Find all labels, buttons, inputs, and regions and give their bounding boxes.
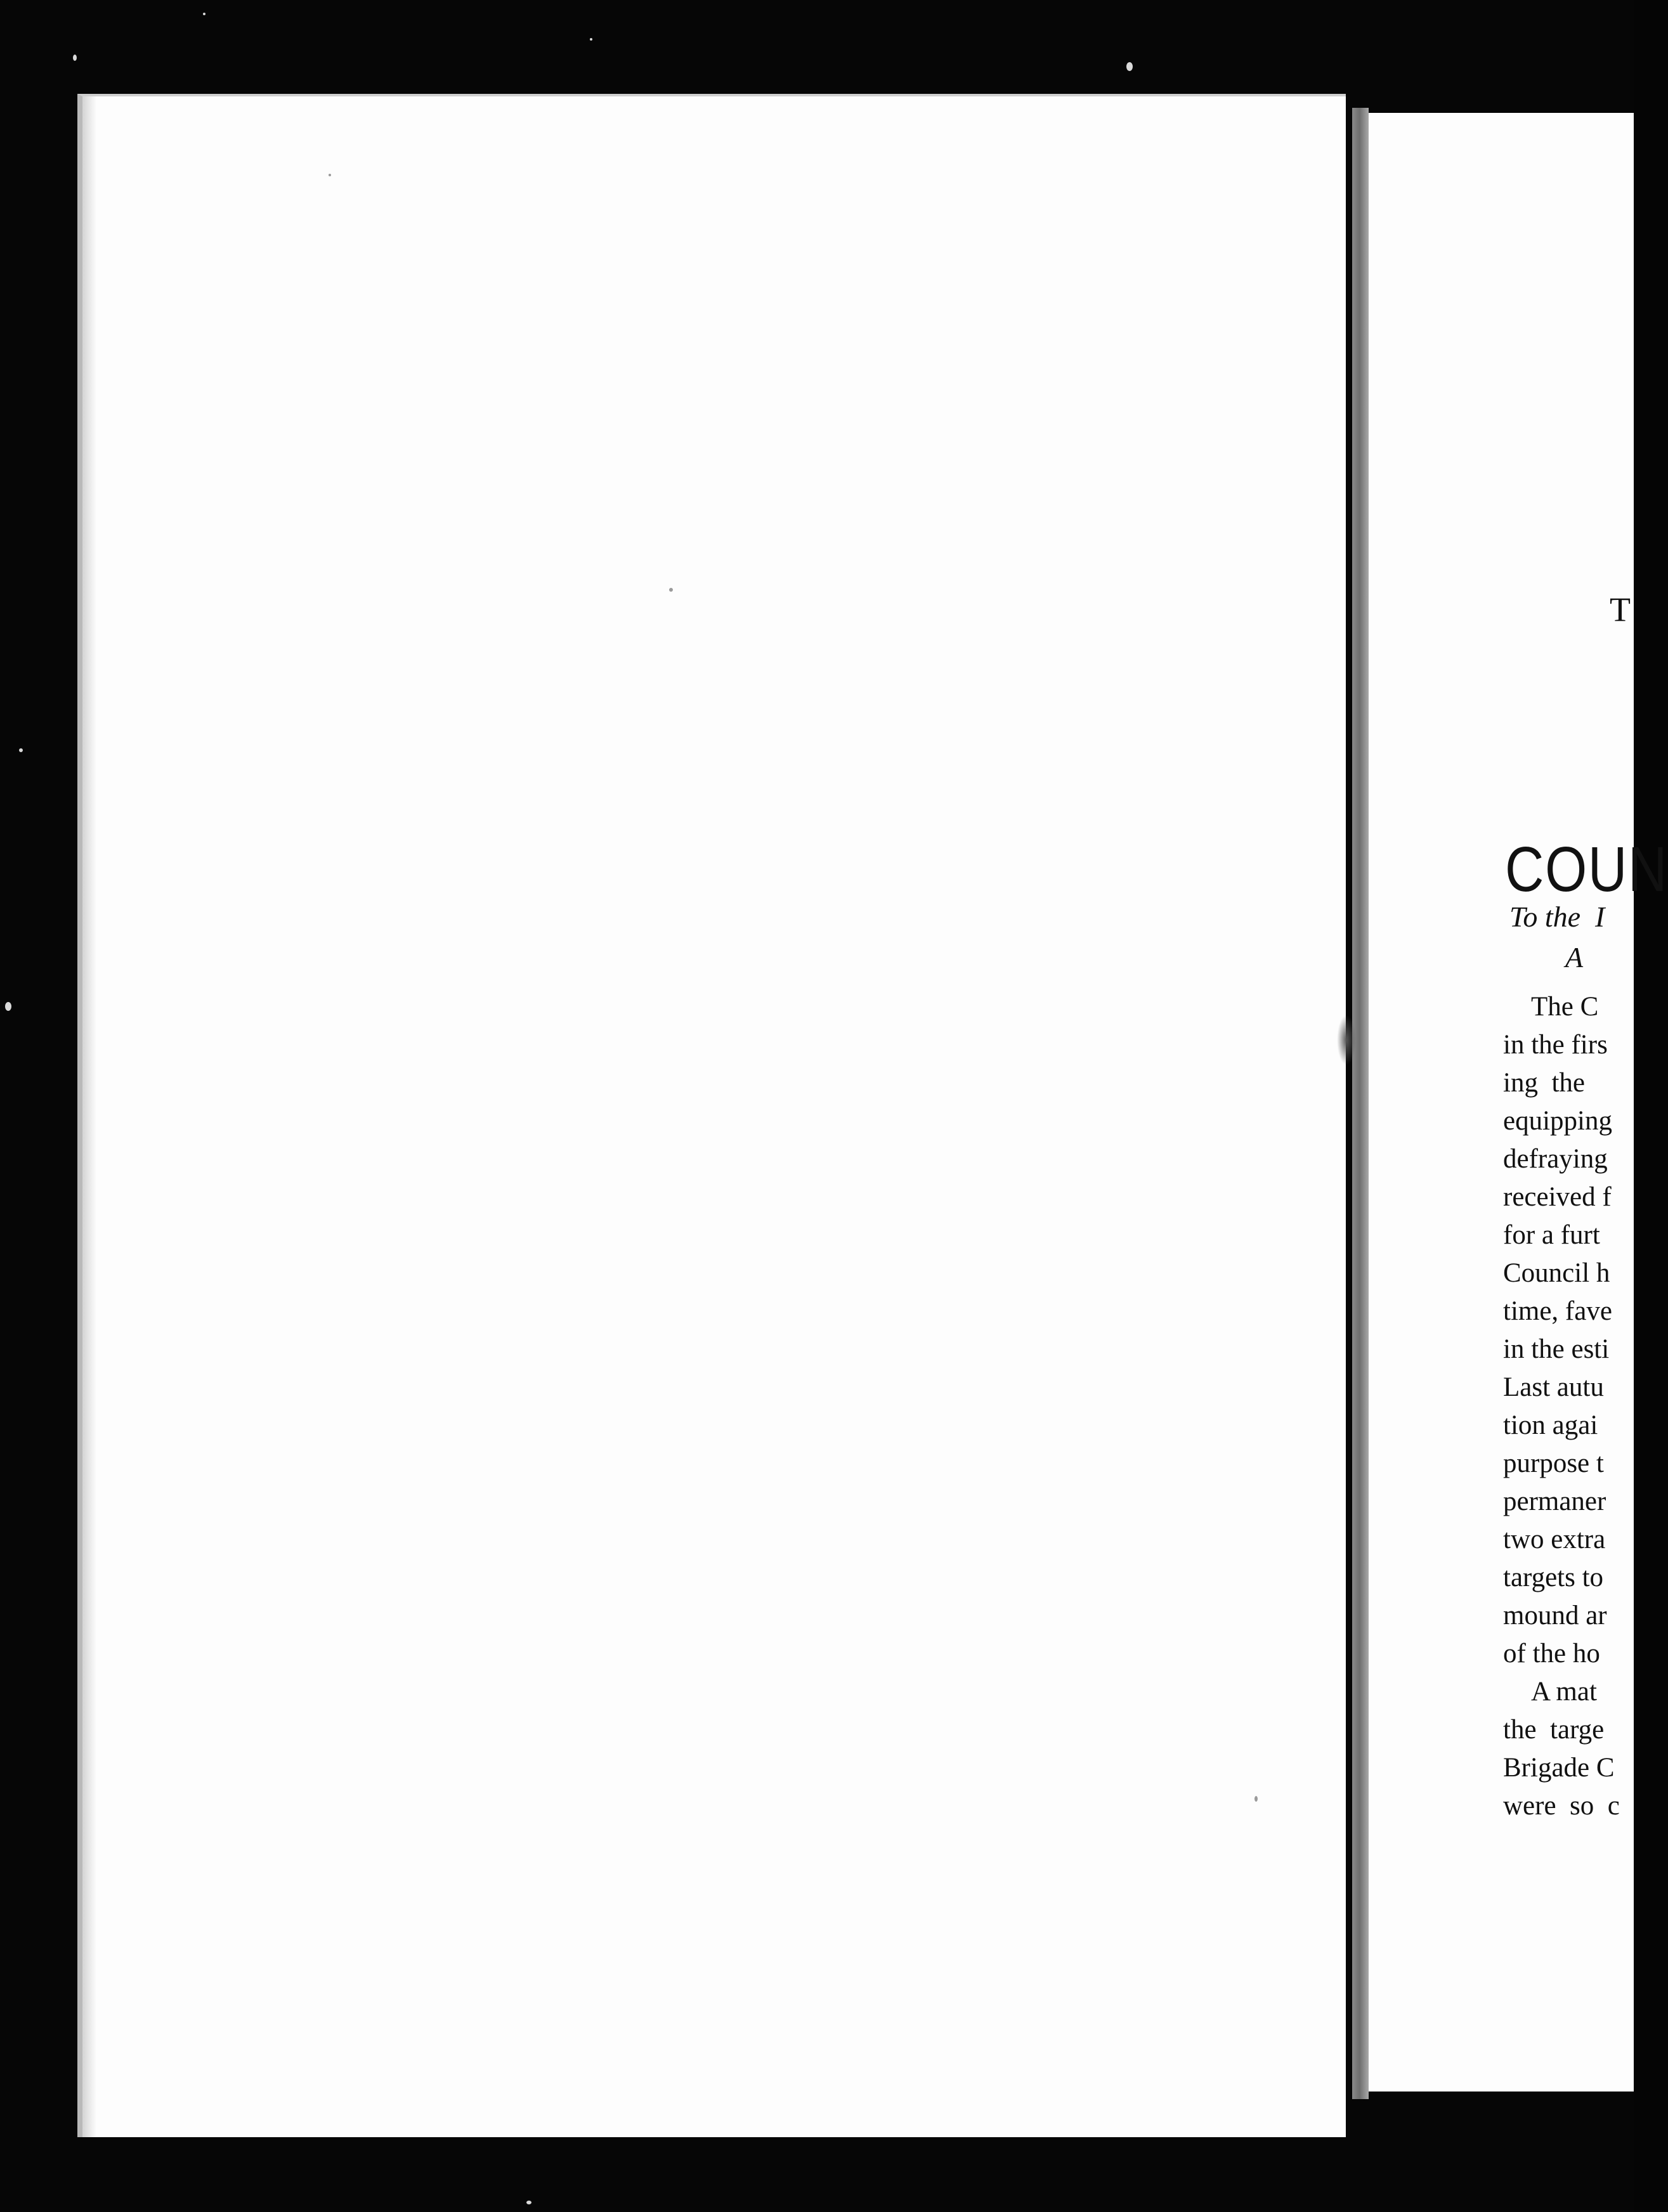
body-line: Brigade C	[1503, 1753, 1615, 1783]
dust-speck	[590, 38, 592, 41]
book-gutter	[1352, 108, 1369, 2099]
left-page-blank	[77, 94, 1346, 2137]
paper-blemish	[669, 588, 673, 592]
body-line: Last autu	[1503, 1372, 1604, 1402]
body-line: permaner	[1503, 1487, 1606, 1516]
body-line: in the esti	[1503, 1334, 1610, 1364]
body-line: ing the	[1503, 1068, 1585, 1098]
paper-blemish	[329, 174, 331, 176]
body-line: The C	[1531, 992, 1599, 1022]
dust-speck	[1126, 62, 1133, 71]
body-line: for a furt	[1503, 1220, 1600, 1250]
title-fragment: COUN	[1505, 834, 1668, 905]
dust-speck	[73, 55, 77, 61]
dust-speck	[203, 13, 205, 15]
header-fragment: T	[1610, 590, 1633, 628]
body-line: targets to	[1503, 1563, 1604, 1592]
body-line: of the ho	[1503, 1639, 1600, 1669]
body-line: the targe	[1503, 1715, 1605, 1745]
body-line: time, fave	[1503, 1296, 1612, 1326]
paper-blemish	[1254, 1796, 1258, 1802]
dust-speck	[19, 748, 23, 752]
body-line: purpose t	[1503, 1448, 1604, 1478]
gutter-blemish	[1337, 1015, 1356, 1065]
body-line: two extra	[1503, 1525, 1606, 1554]
body-line: received f	[1503, 1182, 1612, 1212]
body-line: mound ar	[1503, 1601, 1607, 1630]
body-line: were so c	[1503, 1791, 1620, 1821]
dust-speck	[526, 2201, 531, 2204]
page-edge-shadow	[82, 96, 96, 2137]
body-line: equipping	[1503, 1106, 1612, 1136]
body-line: defraying	[1503, 1144, 1608, 1174]
right-page-text	[1369, 113, 1668, 2092]
salutation-line: To the I	[1509, 901, 1605, 933]
body-line: tion agai	[1503, 1410, 1598, 1440]
body-line: A mat	[1531, 1677, 1597, 1707]
body-line: Council h	[1503, 1258, 1610, 1288]
body-line: in the firs	[1503, 1030, 1608, 1060]
salutation-line: A	[1565, 941, 1584, 973]
dust-speck	[5, 1002, 11, 1011]
